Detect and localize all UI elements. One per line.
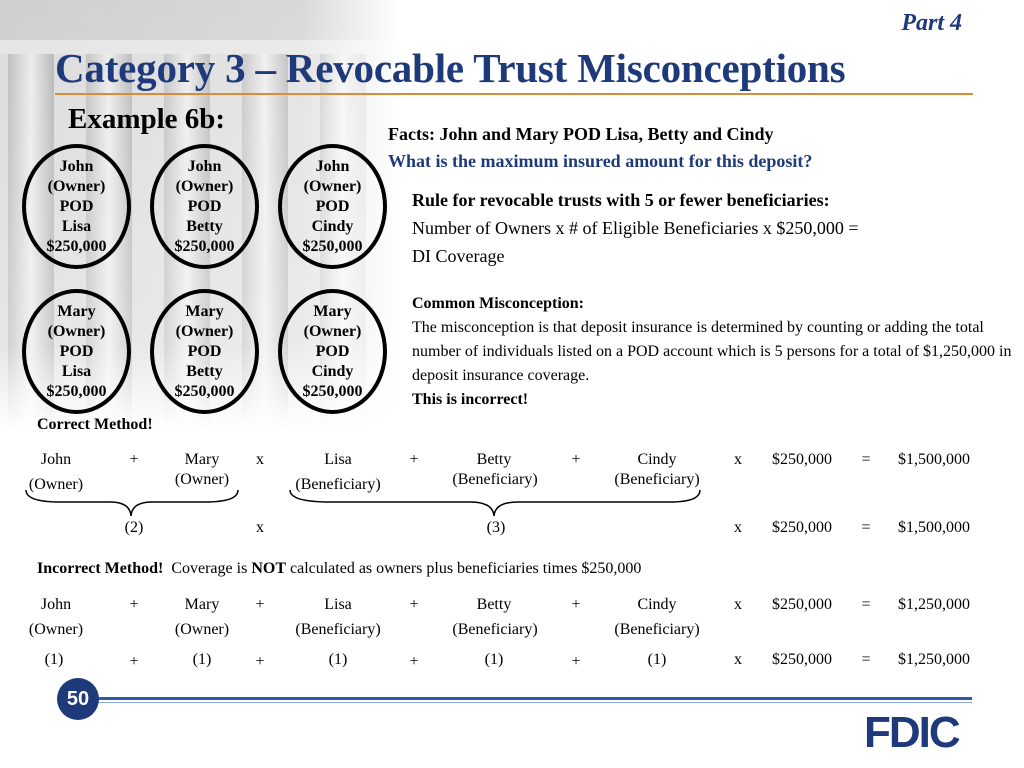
incorrect-count-cindy: (1)	[647, 651, 667, 668]
circle-pod: POD	[59, 197, 94, 215]
correct-amount: $250,000	[772, 451, 832, 468]
incorrect-count-times: x	[734, 651, 742, 668]
correct-plus-1: +	[129, 451, 139, 468]
correct-times-4: x	[734, 519, 742, 536]
incorrect-john-role: (Owner)	[28, 621, 84, 638]
fdic-logo-text: FDIC	[864, 708, 959, 757]
circle-owner: John	[187, 157, 222, 175]
footer-rule	[96, 697, 972, 700]
circle-pod: POD	[315, 197, 350, 215]
incorrect-equals: =	[861, 596, 871, 613]
circle-amount: $250,000	[302, 237, 363, 255]
incorrect-cindy-role: (Beneficiary)	[614, 621, 700, 638]
correct-plus-2: +	[409, 451, 419, 468]
circle-role: (Owner)	[47, 177, 106, 195]
incorrect-mary-role: (Owner)	[174, 621, 230, 638]
incorrect-count-plus-3: +	[409, 653, 419, 670]
correct-john: John	[40, 451, 72, 468]
circle-pod: POD	[315, 342, 350, 360]
correct-mary: Mary	[184, 451, 220, 468]
circle-amount: $250,000	[174, 382, 235, 400]
incorrect-plus-1: +	[129, 596, 139, 613]
circle-pod: POD	[59, 342, 94, 360]
incorrect-john: John	[40, 596, 72, 613]
correct-total: $1,500,000	[898, 451, 970, 468]
correct-beneficiary-count: (3)	[486, 519, 506, 536]
misconception-body: The misconception is that deposit insurance is determined by counting or adding the total number of individuals listed on a POD account which is 5 persons for a total of $1,250,000 in deposit insurance coverage.	[412, 319, 1012, 384]
incorrect-mary: Mary	[184, 596, 220, 613]
account-circle-mary-lisa	[22, 289, 131, 414]
correct-times-3: x	[256, 519, 264, 536]
correct-plus-3: +	[571, 451, 581, 468]
circle-owner: John	[59, 157, 94, 175]
incorrect-count-betty: (1)	[484, 651, 504, 668]
incorrect-desc-not: NOT	[251, 560, 286, 577]
circle-beneficiary: Lisa	[61, 362, 92, 380]
example-label: Example 6b:	[68, 103, 226, 135]
facts-block	[388, 121, 812, 175]
circle-owner: Mary	[313, 302, 352, 320]
correct-total-2: $1,500,000	[898, 519, 970, 536]
facts-statement: Facts: John and Mary POD Lisa, Betty and Cindy	[388, 124, 774, 144]
circle-amount: $250,000	[174, 237, 235, 255]
misconception-block	[412, 292, 1012, 412]
incorrect-lisa-role: (Beneficiary)	[295, 621, 381, 638]
incorrect-count-total: $1,250,000	[898, 651, 970, 668]
account-circle-john-lisa	[22, 144, 131, 269]
circle-beneficiary: Cindy	[311, 217, 354, 235]
correct-cindy: Cindy	[637, 451, 677, 468]
incorrect-count-plus-4: +	[571, 653, 581, 670]
fdic-logo	[864, 708, 959, 758]
rule-heading: Rule for revocable trusts with 5 or fewer beneficiaries:	[412, 190, 830, 210]
incorrect-betty: Betty	[476, 596, 512, 613]
circle-pod: POD	[187, 197, 222, 215]
correct-betty-role: (Beneficiary)	[452, 471, 538, 488]
title-underline	[55, 93, 973, 95]
circle-role: (Owner)	[303, 177, 362, 195]
incorrect-times-1: x	[734, 596, 742, 613]
slide-title: Category 3 – Revocable Trust Misconceptions	[55, 45, 846, 91]
rule-block	[412, 186, 1002, 270]
circle-beneficiary: Cindy	[311, 362, 354, 380]
incorrect-cindy: Cindy	[637, 596, 677, 613]
correct-times-1: x	[256, 451, 264, 468]
incorrect-count-mary: (1)	[192, 651, 212, 668]
misconception-heading: Common Misconception:	[412, 295, 584, 312]
correct-equals-2: =	[861, 519, 871, 536]
incorrect-total: $1,250,000	[898, 596, 970, 613]
incorrect-count-lisa: (1)	[328, 651, 348, 668]
correct-times-2: x	[734, 451, 742, 468]
account-circle-john-cindy	[278, 144, 387, 269]
circle-role: (Owner)	[175, 322, 234, 340]
incorrect-plus-3: +	[409, 596, 419, 613]
circle-role: (Owner)	[303, 322, 362, 340]
circle-beneficiary: Betty	[186, 362, 223, 380]
correct-cindy-role: (Beneficiary)	[614, 471, 700, 488]
rule-formula: Number of Owners x # of Eligible Beneficiaries x $250,000 =	[412, 218, 859, 238]
circle-role: (Owner)	[175, 177, 234, 195]
footer-rule-thin	[96, 702, 972, 703]
circle-owner: Mary	[185, 302, 224, 320]
correct-method-label: Correct Method!	[37, 416, 153, 433]
incorrect-plus-4: +	[571, 596, 581, 613]
incorrect-lisa: Lisa	[324, 596, 352, 613]
correct-lisa: Lisa	[324, 451, 352, 468]
incorrect-desc-post: calculated as owners plus beneficiaries times $250,000	[285, 560, 642, 577]
incorrect-amount: $250,000	[772, 596, 832, 613]
circle-role: (Owner)	[47, 322, 106, 340]
circle-amount: $250,000	[302, 382, 363, 400]
correct-mary-role: (Owner)	[174, 471, 230, 488]
misconception-conclusion: This is incorrect!	[412, 391, 529, 408]
circle-pod: POD	[187, 342, 222, 360]
incorrect-count-equals: =	[861, 651, 871, 668]
circle-owner: John	[315, 157, 350, 175]
circle-owner: Mary	[57, 302, 96, 320]
page-number-badge: 50	[57, 678, 99, 720]
facts-question: What is the maximum insured amount for this deposit?	[388, 151, 813, 171]
circle-amount: $250,000	[46, 382, 107, 400]
rule-result: DI Coverage	[412, 246, 505, 266]
incorrect-count-john: (1)	[44, 651, 64, 668]
incorrect-method-label: Incorrect Method!	[37, 560, 164, 577]
circle-beneficiary: Lisa	[61, 217, 92, 235]
circle-beneficiary: Betty	[186, 217, 223, 235]
incorrect-plus-2: +	[255, 596, 265, 613]
circle-amount: $250,000	[46, 237, 107, 255]
correct-john-role: (Owner)	[28, 476, 84, 493]
account-circle-john-betty	[150, 144, 259, 269]
correct-equals: =	[861, 451, 871, 468]
correct-owners-count: (2)	[124, 519, 144, 536]
incorrect-betty-role: (Beneficiary)	[452, 621, 538, 638]
incorrect-count-amount: $250,000	[772, 651, 832, 668]
correct-betty: Betty	[476, 451, 512, 468]
incorrect-count-plus-1: +	[129, 653, 139, 670]
account-circle-mary-cindy	[278, 289, 387, 414]
account-circle-mary-betty	[150, 289, 259, 414]
part-label: Part 4	[901, 10, 962, 36]
incorrect-desc-pre: Coverage is	[171, 560, 252, 577]
incorrect-method-line	[37, 559, 641, 579]
correct-amount-2: $250,000	[772, 519, 832, 536]
incorrect-count-plus-2: +	[255, 653, 265, 670]
correct-lisa-role: (Beneficiary)	[295, 476, 381, 493]
